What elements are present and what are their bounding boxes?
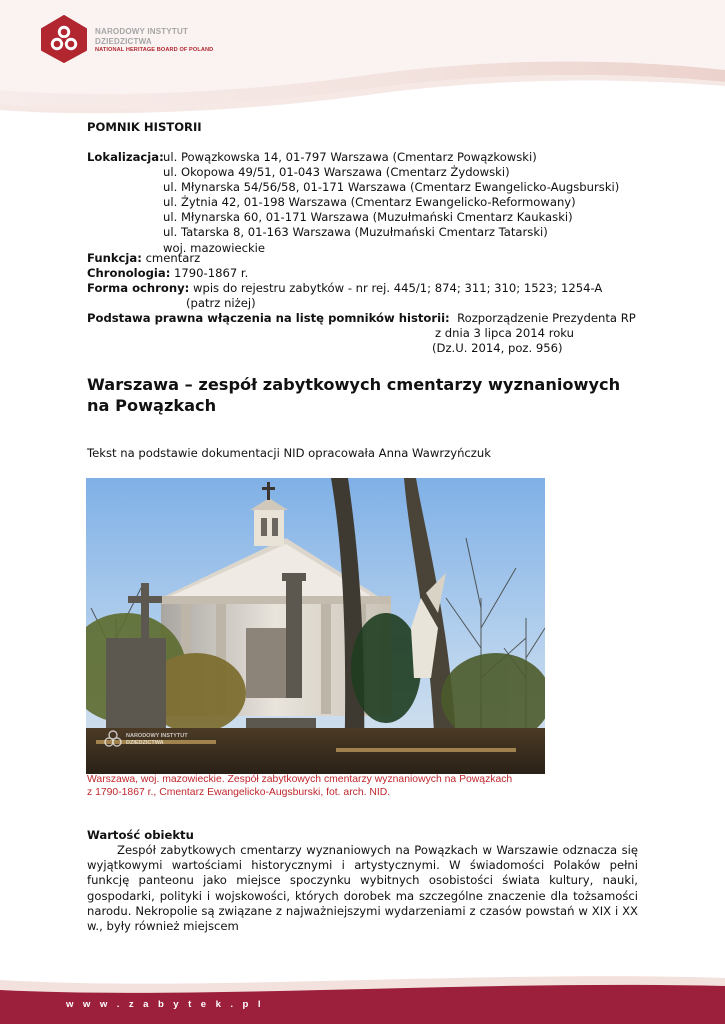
main-heading: Warszawa – zespół zabytkowych cmentarzy wyznaniowych na Powązkach: [87, 375, 621, 415]
chronology-row: [87, 266, 248, 281]
header-band: [0, 0, 725, 115]
location-line: ul. Tatarska 8, 01-163 Warszawa (Muzułmański Cmentarz Tatarski): [163, 225, 548, 240]
location-list: [163, 150, 619, 256]
protection-note: (patrz niżej): [186, 296, 256, 310]
function-value: cmentarz: [145, 251, 201, 265]
section-title: POMNIK HISTORII: [87, 120, 202, 134]
protection-row: [87, 281, 602, 296]
footer-band: [0, 970, 725, 1024]
function-label: Funkcja:: [87, 251, 142, 265]
caption-line1: Warszawa, woj. mazowieckie. Zespół zabytkowych cmentarzy wyznaniowych na Powązkach: [87, 774, 513, 785]
legal-basis-row: [87, 311, 636, 326]
protection-label: Forma ochrony:: [87, 281, 190, 295]
caption-line2: z 1790-1867 r., Cmentarz Ewangelicko-Augsburski, fot. arch. NID.: [87, 787, 391, 799]
legal-basis-line3: (Dz.U. 2014, poz. 956): [432, 341, 563, 355]
cemetery-photo: [86, 478, 545, 774]
legal-basis-line2: z dnia 3 lipca 2014 roku: [435, 326, 575, 340]
location-line: woj. mazowieckie: [163, 240, 266, 255]
location-line: ul. Młynarska 54/56/58, 01-171 Warszawa (Cmentarz Ewangelicko-Augsburski): [163, 180, 620, 195]
photo-caption: [87, 773, 557, 800]
location-line: ul. Powązkowska 14, 01-797 Warszawa (Cmentarz Powązkowski): [163, 150, 537, 164]
value-text: Zespół zabytkowych cmentarzy wyznaniowych na Powązkach w Warszawie odznacza się wyjątkowymi wartościami historycznymi i artystycznymi. W świadomości Polaków pełni funkcję panteonu jako miejsce spoczynku wybitnych osobistości świata kultury, nauki, gospodarki, polityki i wojskowości, których dorobek ma szczególne znaczenie dla tożsamości narodu. Nekropolie są związane z najważniejszymi wydarzeniami z czasów powstań w XIX i XX w., były również miejscem: [87, 843, 638, 934]
value-heading: Wartość obiektu: [87, 828, 194, 842]
legal-basis-label: Podstawa prawna włączenia na listę pomników historii:: [87, 311, 450, 325]
location-line: ul. Młynarska 60, 01-171 Warszawa (Muzułmański Cmentarz Kaukaski): [163, 210, 573, 225]
org-name-english: NATIONAL HERITAGE BOARD OF POLAND: [95, 47, 214, 53]
protection-value: wpis do rejestru zabytków - nr rej. 445/1; 874; 311; 310; 1523; 1254-A: [192, 281, 603, 295]
function-row: [87, 251, 200, 266]
author-note: Tekst na podstawie dokumentacji NID opracowała Anna Wawrzyńczuk: [87, 446, 491, 460]
location-line: ul. Okopowa 49/51, 01-043 Warszawa (Cmentarz Żydowski): [163, 165, 510, 180]
svg-text:NARODOWY INSTYTUT: NARODOWY INSTYTUT: [126, 733, 188, 739]
location-line: ul. Żytnia 42, 01-198 Warszawa (Cmentarz Ewangelicko-Reformowany): [163, 195, 576, 210]
org-name-line2: DZIEDZICTWA: [95, 37, 152, 46]
nid-logo: [40, 15, 88, 63]
location-label: Lokalizacja:: [87, 150, 164, 164]
chronology-value: 1790-1867 r.: [174, 266, 249, 280]
legal-basis-line1: Rozporządzenie Prezydenta RP: [457, 311, 636, 325]
org-name-line1: NARODOWY INSTYTUT: [95, 27, 189, 36]
svg-text:DZIEDZICTWA: DZIEDZICTWA: [126, 740, 164, 746]
footer-url[interactable]: w w w . z a b y t e k . p l: [66, 999, 264, 1010]
chronology-label: Chronologia:: [87, 266, 171, 280]
